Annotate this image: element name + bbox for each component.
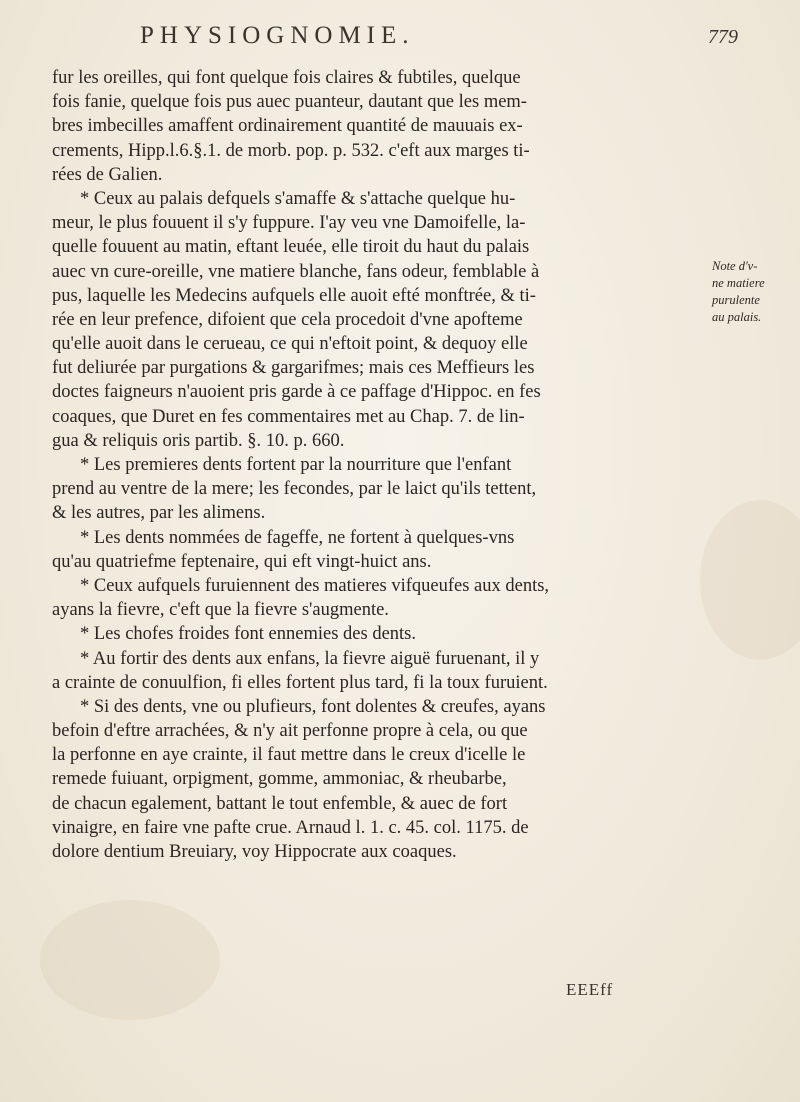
text-line: doctes faigneurs n'auoient pris garde à ce paffage d'Hippoc. en fes xyxy=(52,382,541,403)
margin-note xyxy=(712,258,798,326)
text-line: a crainte de conuulfion, fi elles fortent plus tard, fi la toux furuient. xyxy=(52,672,548,693)
text-line: ayans la fievre, c'eft que la fievre s'augmente. xyxy=(52,600,389,621)
page-number: 779 xyxy=(708,26,738,48)
text-line: fois fanie, quelque fois pus auec puanteur, dautant que les mem- xyxy=(52,92,527,113)
text-line: la perfonne en aye crainte, il faut mettre dans le creux d'icelle le xyxy=(52,745,526,766)
text-line: qu'elle auoit dans le cerueau, ce qui n'eftoit point, & dequoy elle xyxy=(52,334,528,355)
margin-note-line: au palais. xyxy=(712,310,762,324)
text-line: * Si des dents, vne ou plufieurs, font dolentes & creufes, ayans xyxy=(80,696,546,717)
paper-stain xyxy=(40,900,220,1020)
text-line: * Les dents nommées de fageffe, ne fortent à quelques-vns xyxy=(80,527,515,548)
margin-note-line: ne matiere xyxy=(712,276,765,290)
margin-note-line: purulente xyxy=(712,293,760,307)
text-line: vinaigre, en faire vne pafte crue. Arnaud l. 1. c. 45. col. 1175. de xyxy=(52,817,529,838)
text-line: quelle fouuent au matin, eftant leuée, elle tiroit du haut du palais xyxy=(52,237,530,258)
text-line: coaques, que Duret en fes commentaires met au Chap. 7. de lin- xyxy=(52,406,525,427)
text-line: dolore dentium Breuiary, voy Hippocrate aux coaques. xyxy=(52,842,457,862)
margin-note-line: Note d'v- xyxy=(712,259,758,273)
text-line: gua & reliquis oris partib. §. 10. p. 660. xyxy=(52,430,345,451)
text-line: rée en leur prefence, difoient que cela procedoit d'vne apofteme xyxy=(52,309,523,330)
text-line: pus, laquelle les Medecins aufquels elle auoit efté monftrée, & ti- xyxy=(52,285,536,306)
text-line: crements, Hipp.l.6.§.1. de morb. pop. p. 532. c'eft aux marges ti- xyxy=(52,140,530,161)
text-line: auec vn cure-oreille, vne matiere blanche, fans odeur, femblable à xyxy=(52,261,540,282)
text-line: meur, le plus fouuent il s'y fuppure. I'ay veu vne Damoifelle, la- xyxy=(52,213,526,234)
text-line: de chacun egalement, battant le tout enfemble, & auec de fort xyxy=(52,793,508,814)
text-line: * Ceux au palais defquels s'amaffe & s'attache quelque hu- xyxy=(80,188,516,209)
text-line: & les autres, par les alimens. xyxy=(52,503,266,524)
text-line: * Ceux aufquels furuiennent des matieres vifqueufes aux dents, xyxy=(80,575,550,596)
running-head: PHYSIOGNOMIE. xyxy=(140,22,415,49)
text-line: * Les premieres dents fortent par la nourriture que l'enfant xyxy=(80,455,512,475)
text-line: prend au ventre de la mere; les fecondes, par le laict qu'ils tettent, xyxy=(52,479,537,500)
text-line: bres imbecilles amaffent ordinairement quantité de mauuais ex- xyxy=(52,116,523,137)
body-text xyxy=(52,66,710,864)
paper-stain xyxy=(700,500,800,660)
text-line: fut deliurée par purgations & gargarifmes; mais ces Meffieurs les xyxy=(52,358,535,379)
text-line: * Au fortir des dents aux enfans, la fievre aiguë furuenant, il y xyxy=(80,648,540,669)
text-line: * Les chofes froides font ennemies des dents. xyxy=(80,624,416,645)
text-line: fur les oreilles, qui font quelque fois claires & fubtiles, quelque xyxy=(52,68,521,88)
text-line: rées de Galien. xyxy=(52,164,163,185)
text-line: remede fuiuant, orpigment, gomme, ammoniac, & rheubarbe, xyxy=(52,769,507,790)
catchword: EEEff xyxy=(566,980,614,999)
text-line: befoin d'eftre arrachées, & n'y ait perfonne propre à cela, ou que xyxy=(52,721,528,742)
text-line: qu'au quatriefme feptenaire, qui eft vingt-huict ans. xyxy=(52,551,432,572)
